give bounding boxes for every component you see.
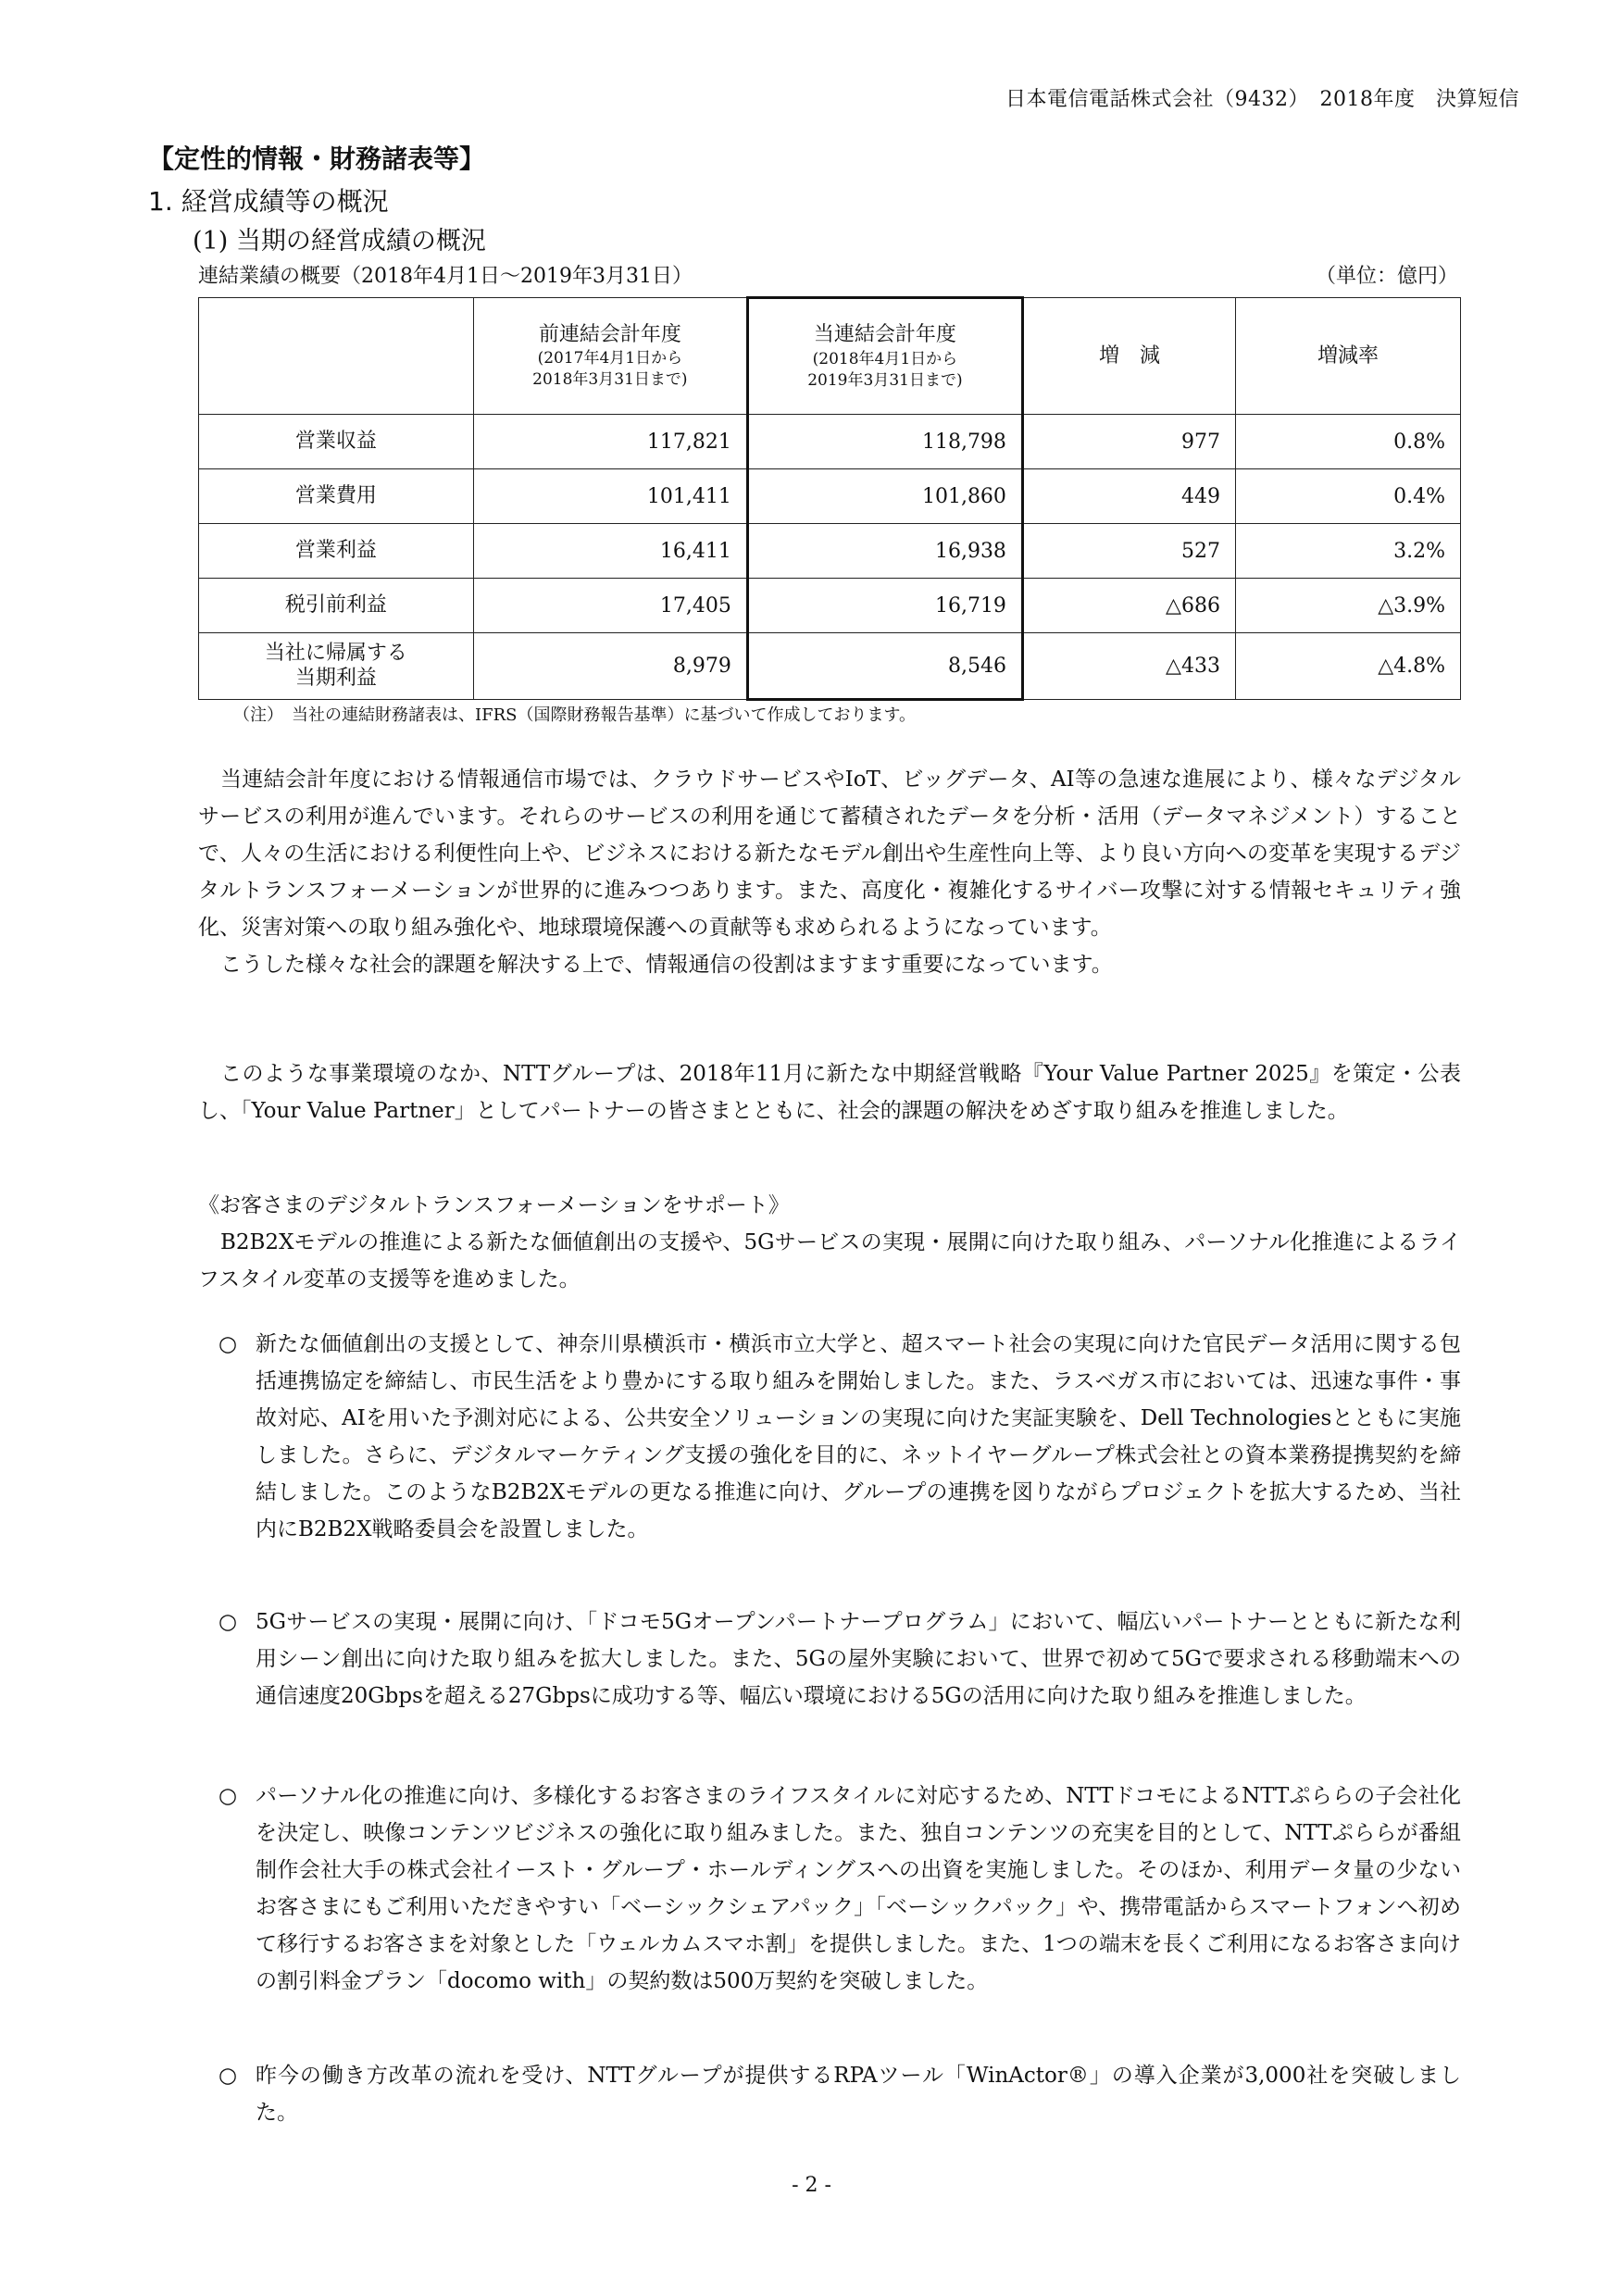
- curr-value: 101,860: [747, 469, 1022, 524]
- prev-value: 16,411: [473, 524, 747, 579]
- header-curr-title: 当連結会計年度: [813, 323, 956, 347]
- paragraph-market-text: 当連結会計年度における情報通信市場では、クラウドサービスやIoT、ビッグデータ、AI等の急速な進展により、様々なデジタルサービスの利用が進んでいます。それらのサービスの利用を通じて蓄積されたデータを分析・活用（データマネジメント）することで、人々の生活における利便性向上や、ビジネスにおける新たなモデル創出や生産性向上等、より良い方向への変革を実現するデジタルトランスフォーメーションが世界的に進みつつあります。また、高度化・複雑化するサイバー攻撃に対する情報セキュリティ強化、災害対策への取り組み強化や、地球環境保護への貢献等も求められるようになっています。: [198, 767, 1461, 940]
- list-item-text: 5Gサービスの実現・展開に向け、「ドコモ5Gオープンパートナープログラム」において、幅広いパートナーとともに新たな利用シーン創出に向けた取り組みを拡大しました。また、5Gの屋外実験において、世界で初めて5Gで要求される移動端末への通信速度20Gbpsを超える27Gbpsに成功する等、幅広い環境における5Gの活用に向けた取り組みを推進しました。: [256, 1610, 1461, 1708]
- table-row: [199, 633, 1461, 700]
- row-label: [199, 633, 474, 700]
- row-label-line2: 当期利益: [294, 666, 377, 690]
- paragraph-b2b2x: B2B2Xモデルの推進による新たな価値創出の支援や、5Gサービスの実現・展開に向けた取り組み、パーソナル化推進によるライフスタイル変革の支援等を進めました。: [198, 1230, 1461, 1292]
- heading-current-results: (1) 当期の経営成績の概況: [193, 227, 486, 256]
- table-row: [199, 469, 1461, 524]
- header-prev-period-end: 2018年3月31日まで): [532, 370, 688, 390]
- bullet-circle-icon: ○: [218, 1610, 238, 1634]
- table-row: [199, 415, 1461, 469]
- header-curr-period-start: (2018年4月1日から: [812, 349, 958, 368]
- bullet-circle-icon: ○: [218, 2064, 238, 2088]
- header-current-year: [747, 298, 1022, 415]
- header-change-rate: 増減率: [1235, 298, 1460, 415]
- header-prev-title: 前連結会計年度: [538, 322, 681, 346]
- curr-value: 16,719: [747, 579, 1022, 633]
- header-prev-period-start: (2017年4月1日から: [537, 349, 683, 368]
- change-value: 977: [1022, 415, 1235, 469]
- table-note: （注） 当社の連結財務諸表は、IFRS（国際財務報告基準）に基づいて作成しております。: [233, 705, 917, 725]
- prev-value: 101,411: [473, 469, 747, 524]
- consolidated-results-table: [198, 296, 1461, 701]
- document-header: 日本電信電話株式会社（9432） 2018年度 決算短信: [1005, 88, 1519, 111]
- rate-value: △4.8%: [1235, 633, 1460, 700]
- list-item-text: 昨今の働き方改革の流れを受け、NTTグループが提供するRPAツール「WinActor®」の導入企業が3,000社を突破しました。: [256, 2064, 1461, 2125]
- list-item-text: パーソナル化の推進に向け、多様化するお客さまのライフスタイルに対応するため、NTTドコモによるNTTぷららの子会社化を決定し、映像コンテンツビジネスの強化に取り組みました。また、独自コンテンツの充実を目的として、NTTぷららが番組制作会社大手の株式会社イースト・グループ・ホールディングスへの出資を実施しました。そのほか、利用データ量の少ないお客さまにもご利用いただきやすい「ベーシックシェアパック」「ベーシックパック」や、携帯電話からスマートフォンへ初めて移行するお客さまを対象とした「ウェルカムスマホ割」を提供しました。また、1つの端末を長くご利用になるお客さま向けの割引料金プラン「docomo with」の契約数は500万契約を突破しました。: [256, 1784, 1461, 1993]
- table-header-row: [199, 298, 1461, 415]
- list-item-text: 新たな価値創出の支援として、神奈川県横浜市・横浜市立大学と、超スマート社会の実現に向けた官民データ活用に関する包括連携協定を締結し、市民生活をより豊かにする取り組みを開始しました。また、ラスベガス市においては、迅速な事件・事故対応、AIを用いた予測対応による、公共安全ソリューションの実現に向けた実証実験を、Dell Technologiesとともに実施しました。さらに、デジタルマーケティング支援の強化を目的に、ネットイヤーグループ株式会社との資本業務提携契約を締結しました。このようなB2B2Xモデルの更なる推進に向け、グループの連携を図りながらプロジェクトを拡大するため、当社内にB2B2X戦略委員会を設置しました。: [256, 1332, 1461, 1541]
- change-value: 527: [1022, 524, 1235, 579]
- list-item: [218, 1326, 1461, 1548]
- rate-value: △3.9%: [1235, 579, 1460, 633]
- header-empty-cell: [199, 298, 474, 415]
- section-title: 【定性的情報・財務諸表等】: [148, 144, 486, 174]
- table-row: [199, 579, 1461, 633]
- change-value: △433: [1022, 633, 1235, 700]
- page-number: - 2 -: [792, 2174, 831, 2197]
- paragraph-strategy: このような事業環境のなか、NTTグループは、2018年11月に新たな中期経営戦略『Your Value Partner 2025』を策定・公表し、「Your Value Partner」としてパートナーの皆さまとともに、社会的課題の解決をめざす取り組みを推進しました。: [198, 1062, 1461, 1123]
- row-label-line1: 当社に帰属する: [264, 642, 407, 666]
- prev-value: 117,821: [473, 415, 747, 469]
- header-change: 増 減: [1022, 298, 1235, 415]
- paragraph-market: [198, 761, 1461, 983]
- rate-value: 0.4%: [1235, 469, 1460, 524]
- subsection-heading: 《お客さまのデジタルトランスフォーメーションをサポート》: [198, 1193, 790, 1217]
- prev-value: 17,405: [473, 579, 747, 633]
- row-label: 営業費用: [199, 469, 474, 524]
- header-curr-period-end: 2019年3月31日まで): [807, 370, 963, 390]
- rate-value: 3.2%: [1235, 524, 1460, 579]
- table-caption: 連結業績の概要（2018年4月1日～2019年3月31日）: [198, 265, 693, 288]
- rate-value: 0.8%: [1235, 415, 1460, 469]
- list-item: [218, 1778, 1461, 2000]
- bullet-circle-icon: ○: [218, 1784, 238, 1808]
- list-item: [218, 1603, 1461, 1715]
- curr-value: 8,546: [747, 633, 1022, 700]
- heading-overview: 1. 経営成績等の概況: [148, 186, 389, 217]
- row-label: 営業収益: [199, 415, 474, 469]
- table-unit: （単位：億円）: [1315, 265, 1458, 288]
- list-item: [218, 2057, 1461, 2131]
- change-value: △686: [1022, 579, 1235, 633]
- row-label: 税引前利益: [199, 579, 474, 633]
- paragraph-role-text: こうした様々な社会的課題を解決する上で、情報通信の役割はますます重要になっています。: [220, 953, 1113, 977]
- change-value: 449: [1022, 469, 1235, 524]
- row-label: 営業利益: [199, 524, 474, 579]
- curr-value: 16,938: [747, 524, 1022, 579]
- header-previous-year: [473, 298, 747, 415]
- curr-value: 118,798: [747, 415, 1022, 469]
- table-row: [199, 524, 1461, 579]
- bullet-circle-icon: ○: [218, 1332, 238, 1356]
- prev-value: 8,979: [473, 633, 747, 700]
